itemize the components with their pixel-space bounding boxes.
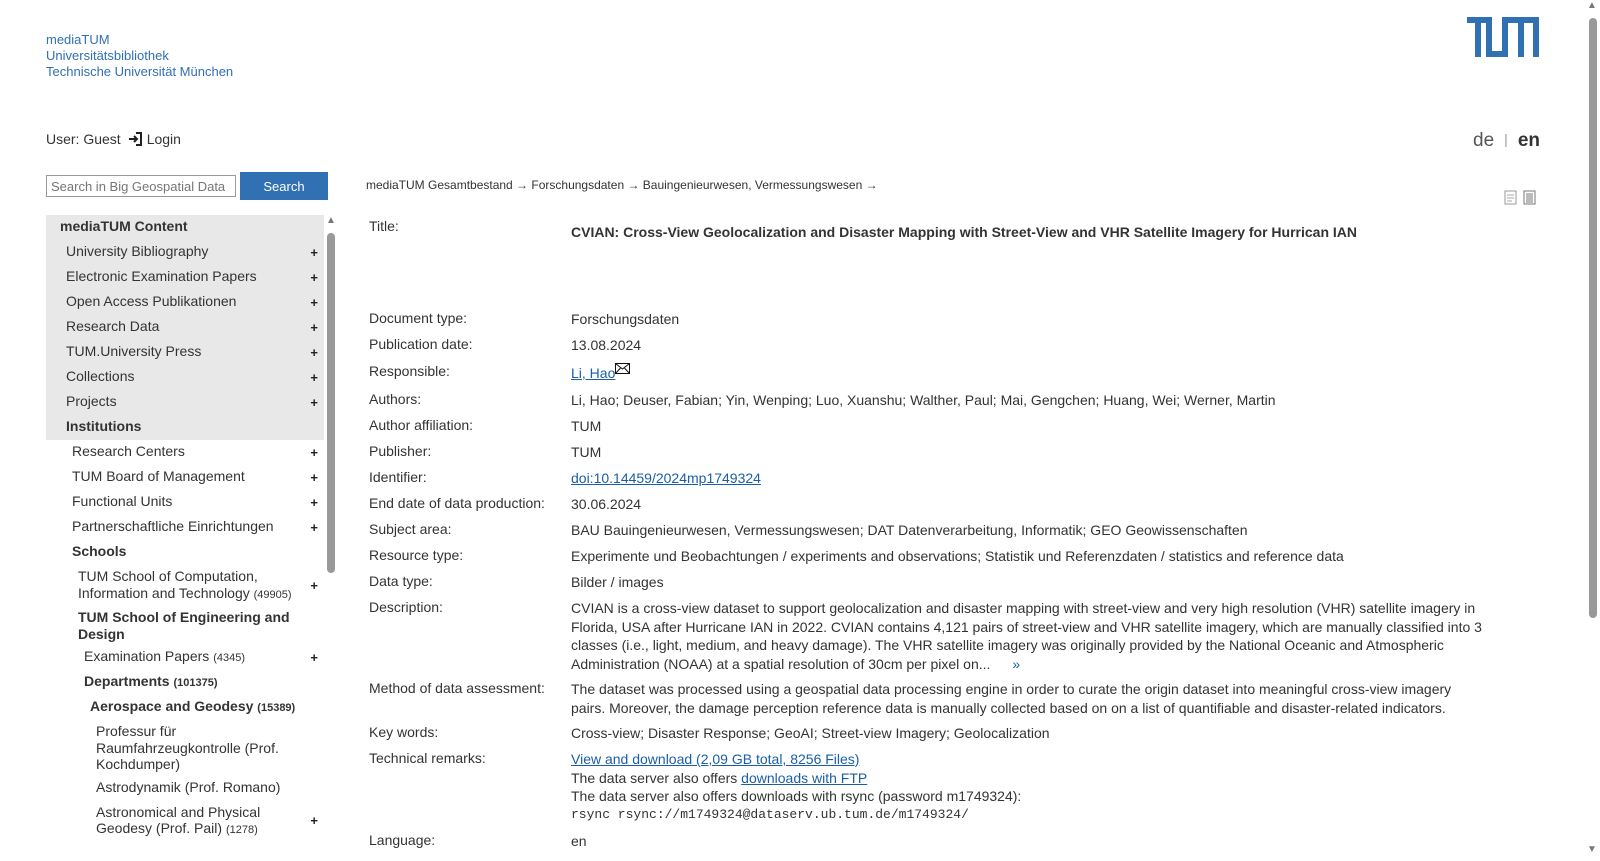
expand-plus-icon[interactable]: +	[310, 319, 318, 335]
description-more-link[interactable]: »	[1012, 655, 1021, 672]
nav-item[interactable]	[46, 490, 324, 515]
nav-item-label: University Bibliography	[66, 243, 209, 259]
page-scroll-up-icon[interactable]: ▲	[1587, 0, 1597, 11]
publisher-value: TUM	[571, 444, 602, 460]
nav-item-count: (49905)	[253, 588, 292, 601]
brand-line-university[interactable]: Technische Universität München	[46, 64, 234, 79]
brand-line-mediatum[interactable]: mediaTUM	[46, 32, 110, 47]
lang-en-link[interactable]: en	[1517, 130, 1540, 151]
search-input[interactable]	[46, 175, 236, 197]
search-button[interactable]: Search	[240, 172, 328, 200]
nav-item-label: TUM.University Press	[66, 343, 202, 359]
doctype-label: Document type:	[369, 310, 468, 326]
doctype-value: Forschungsdaten	[571, 311, 680, 327]
nav-item-count: (4345)	[213, 652, 245, 664]
login-link[interactable]	[127, 131, 181, 147]
method-value: The dataset was processed using a geospatial data processing engine in order to curate the origin dataset into meaningful cross-view imagery pairs. Moreover, the damage perception reference data is manually collected based on on a list of quantifiable and disaster-related indicators.	[571, 681, 1452, 716]
nav-item-label: Electronic Examination Papers	[66, 268, 257, 284]
restype-value: Experimente und Beobachtungen / experiments and observations; Statistik und Referenzdaten / statistics and reference data	[571, 548, 1344, 564]
datatype-label: Data type:	[369, 573, 433, 589]
nav-item[interactable]	[46, 440, 324, 465]
search-form	[46, 175, 328, 200]
nav-item-label: mediaTUM Content	[60, 218, 188, 234]
nav-item[interactable]	[46, 720, 324, 776]
expand-plus-icon[interactable]: +	[310, 369, 318, 385]
rsync-text: The data server also offers downloads with rsync (password m1749324):	[571, 788, 1022, 804]
technical-value	[571, 750, 1486, 824]
expand-plus-icon[interactable]: +	[310, 394, 318, 410]
nav-item-label: TUM Board of Management	[72, 468, 245, 484]
nav-item[interactable]	[46, 801, 324, 842]
rsync-command: rsync rsync://m1749324@dataserv.ub.tum.de/m1749324/	[571, 806, 969, 822]
nav-item[interactable]	[46, 606, 324, 645]
ftp-link[interactable]: downloads with FTP	[741, 769, 868, 786]
breadcrumb[interactable]: mediaTUM Gesamtbestand → Forschungsdaten → Bauingenieurwesen, Vermessungswesen →	[366, 178, 878, 192]
nav-item[interactable]	[46, 415, 324, 440]
authors-value: Li, Hao; Deuser, Fabian; Yin, Wenping; Luo, Xuanshu; Walther, Paul; Mai, Gengchen; Huang, Wei; Werner, Martin	[571, 392, 1276, 408]
nav-item[interactable]	[46, 565, 324, 606]
nav-item-label: Projects	[66, 393, 117, 409]
identifier-label: Identifier:	[369, 469, 427, 485]
nav-item-label: Collections	[66, 368, 135, 384]
language-value: en	[571, 833, 587, 849]
lang-de-link[interactable]: de	[1473, 130, 1495, 151]
keywords-value: Cross-view; Disaster Response; GeoAI; Street-view Imagery; Geolocalization	[571, 725, 1050, 741]
nav-item-label: Functional Units	[72, 493, 173, 509]
record-title: CVIAN: Cross-View Geolocalization and Disaster Mapping with Street-View and VHR Satellite Imagery for Hurrican IAN	[571, 224, 1357, 240]
nav-item-label: Open Access Publikationen	[66, 293, 237, 309]
expand-plus-icon[interactable]: +	[310, 469, 318, 485]
nav-item-count: (1278)	[225, 824, 258, 836]
description-value	[571, 599, 1486, 673]
identifier-value	[571, 469, 1486, 488]
responsible-value	[571, 363, 1486, 383]
doi-link[interactable]: doi:10.14459/2024mp1749324	[571, 470, 761, 486]
print-icon[interactable]	[1523, 190, 1536, 205]
language-switcher: de | en	[1473, 130, 1540, 151]
language-label: Language:	[369, 832, 436, 848]
nav-item-label: TUM School of Computation, Information and Technology	[78, 568, 258, 601]
nav-item[interactable]	[46, 215, 324, 240]
nav-item-label: Schools	[72, 543, 127, 559]
keywords-label: Key words:	[369, 724, 439, 740]
export-icon[interactable]	[1504, 190, 1517, 205]
nav-item-count: (101375)	[173, 677, 218, 689]
nav-item[interactable]	[46, 240, 324, 265]
affiliation-value: TUM	[571, 418, 602, 434]
restype-label: Resource type:	[369, 547, 464, 563]
nav-item-label: Examination Papers	[84, 648, 210, 664]
expand-plus-icon[interactable]: +	[310, 244, 318, 260]
pubdate-value: 13.08.2024	[571, 337, 642, 353]
record-tools	[1504, 190, 1536, 205]
technical-label: Technical remarks:	[369, 750, 486, 766]
datatype-value: Bilder / images	[571, 574, 664, 590]
email-icon[interactable]	[615, 363, 630, 374]
publisher-label: Publisher:	[369, 443, 432, 459]
nav-item-label: Research Data	[66, 318, 160, 334]
description-label: Description:	[369, 599, 443, 615]
nav-item[interactable]	[46, 695, 324, 720]
nav-item[interactable]	[46, 315, 324, 340]
expand-plus-icon[interactable]: +	[310, 444, 318, 460]
description-text: CVIAN is a cross-view dataset to support geolocalization and disaster mapping with street-view and very high resolution (VHR) satellite imagery in Florida, USA after Hurricane IAN in 2022. CVIAN contains 4,121 pairs of street-view and VHR satellite imagery, which are manually classified into 3 classes (i.e., light, medium, and heavy damage). The VHR satellite imagery was originally provided by the National Oceanic and Atmospheric Administration (NOAA) at a spatial resolution of 30cm per pixel on...	[571, 600, 1482, 672]
affiliation-label: Author affiliation:	[369, 417, 474, 433]
nav-item[interactable]	[46, 515, 324, 540]
responsible-label: Responsible:	[369, 363, 450, 379]
page-scroll-thumb[interactable]	[1589, 18, 1597, 618]
method-label: Method of data assessment:	[369, 680, 545, 696]
nav-item[interactable]	[46, 365, 324, 390]
page-scrollbar[interactable]	[1584, 0, 1600, 861]
expand-plus-icon[interactable]: +	[310, 294, 318, 310]
expand-plus-icon[interactable]: +	[310, 812, 318, 828]
nav-item-label: TUM School of Engineering and Design	[78, 609, 290, 642]
scroll-thumb[interactable]	[327, 233, 335, 573]
enddate-value: 30.06.2024	[571, 496, 642, 512]
nav-item-label: Institutions	[66, 418, 142, 434]
nav-item-label: Aerospace and Geodesy	[90, 698, 254, 714]
page-scroll-down-icon[interactable]: ▼	[1587, 844, 1597, 855]
expand-plus-icon[interactable]: +	[310, 344, 318, 360]
ftp-text: The data server also offers	[571, 769, 738, 786]
login-icon	[127, 131, 143, 147]
nav-item-label: Professur für Raumfahrzeugkontrolle (Prof. Kochdumper)	[96, 723, 279, 772]
nav-item-label: Astronomical and Physical Geodesy (Prof. Pail)	[96, 803, 261, 836]
nav-item-label: Research Centers	[72, 443, 185, 459]
enddate-label: End date of data production:	[369, 495, 545, 511]
nav-item-label: Departments	[84, 673, 170, 689]
nav-item[interactable]	[46, 340, 324, 365]
authors-label: Authors:	[369, 391, 422, 407]
expand-plus-icon[interactable]: +	[310, 494, 318, 510]
nav-item[interactable]	[46, 645, 324, 670]
user-bar	[46, 131, 181, 147]
nav-item[interactable]	[46, 776, 324, 801]
nav-item-count: (15389)	[257, 702, 296, 714]
expand-plus-icon[interactable]: +	[310, 649, 318, 665]
title-label: Title:	[369, 218, 399, 234]
collection-tree-scrollbar[interactable]	[324, 215, 338, 861]
view-download-link[interactable]: View and download (2,09 GB total, 8256 Files)	[571, 751, 860, 767]
collection-tree	[46, 215, 324, 861]
user-status: User: Guest	[46, 131, 121, 147]
login-label: Login	[146, 131, 181, 147]
nav-item[interactable]	[46, 540, 324, 565]
expand-plus-icon[interactable]: +	[310, 519, 318, 535]
subject-label: Subject area:	[369, 521, 452, 537]
pubdate-label: Publication date:	[369, 336, 473, 352]
nav-item-label: Partnerschaftliche Einrichtungen	[72, 518, 274, 534]
expand-plus-icon[interactable]: +	[310, 577, 318, 593]
expand-plus-icon[interactable]: +	[310, 269, 318, 285]
library-branding	[46, 32, 233, 80]
nav-item[interactable]	[46, 670, 324, 695]
tum-logo[interactable]	[1467, 17, 1539, 57]
nav-item[interactable]	[46, 290, 324, 315]
brand-line-library[interactable]: Universitätsbibliothek	[46, 48, 169, 63]
nav-item[interactable]	[46, 390, 324, 415]
subject-value: BAU Bauingenieurwesen, Vermessungswesen; DAT Datenverarbeitung, Informatik; GEO Geowissenschaften	[571, 522, 1248, 538]
responsible-link[interactable]: Li, Hao	[571, 365, 616, 381]
nav-item-label: Astrodynamik (Prof. Romano)	[96, 778, 281, 795]
nav-item[interactable]	[46, 465, 324, 490]
nav-item[interactable]	[46, 265, 324, 290]
scroll-up-arrow-icon[interactable]: ▲	[326, 215, 336, 226]
